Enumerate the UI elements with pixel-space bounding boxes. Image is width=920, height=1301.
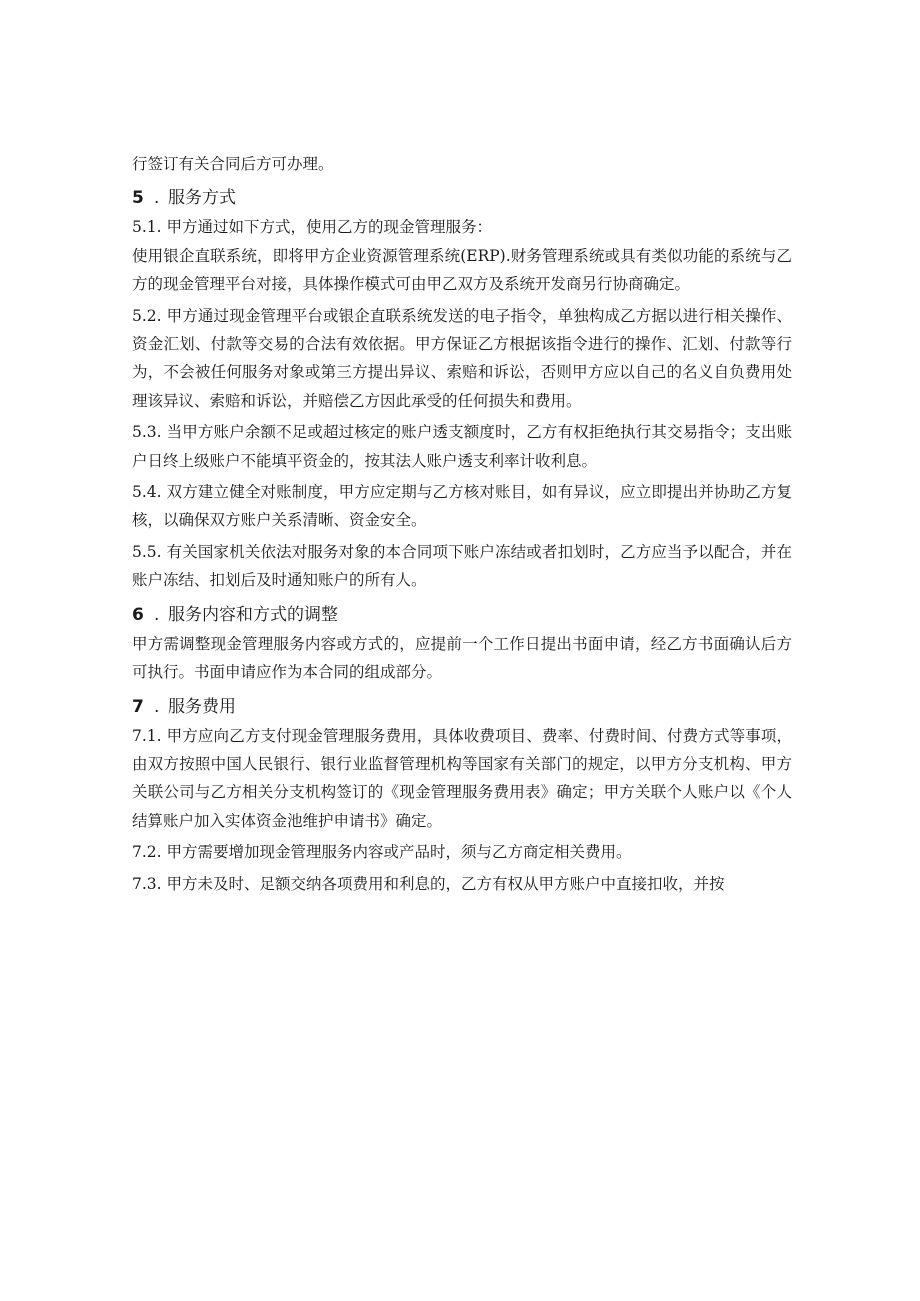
paragraph-intro: 行签订有关合同后方可办理。 [132,155,334,173]
document-page [132,150,792,898]
clause-5-5: 5.5. 有关国家机关依法对服务对象的本合同项下账户冻结或者扣划时，乙方应当予以配合，并在账户冻结、扣划后及时通知账户的所有人。 [132,542,792,590]
clause-7-3: 7.3. 甲方未及时、足额交纳各项费用和利息的，乙方有权从甲方账户中直接扣收，并按 [132,874,725,893]
section-dot: . [154,696,160,717]
section-heading-5 [132,183,792,213]
clause-5-2: 5.2. 甲方通过现金管理平台或银企直联系统发送的电子指令，单独构成乙方据以进行相关操作、资金汇划、付款等交易的合法有效依据。甲方保证乙方根据该指令进行的操作、汇划、付款等行为，不会被任何服务对象或第三方提出异议、索赔和诉讼，否则甲方应以自己的名义自负费用处理该异议、索赔和诉讼，并赔偿乙方因此承受的任何损失和费用。 [132,306,792,410]
clause-5-4: 5.4. 双方建立健全对账制度，甲方应定期与乙方核对账目，如有异议，应立即提出并协助乙方复核，以确保双方账户关系清晰、资金安全。 [132,483,792,530]
section-title: 服务费用 [168,696,236,717]
section-dot: . [154,604,160,625]
clause-7-1: 7.1. 甲方应向乙方支付现金管理服务费用，具体收费项目、费率、付费时间、付费方式等事项，由双方按照中国人民银行、银行业监督管理机构等国家有关部门的规定，以甲方分支机构、甲方关联公司与乙方相关分支机构签订的《现金管理服务费用表》确定；甲方关联个人账户以《个人结算账户加入实体资金池维护申请书》确定。 [132,726,792,830]
section-heading-6 [132,600,792,630]
clause-6-body: 甲方需调整现金管理服务内容或方式的，应提前一个工作日提出书面申请，经乙方书面确认后方可执行。书面申请应作为本合同的组成部分。 [132,634,792,682]
clause-5-1: 5.1. 甲方通过如下方式，使用乙方的现金管理服务： [132,218,493,237]
section-title: 服务内容和方式的调整 [168,604,338,625]
section-title: 服务方式 [168,188,236,209]
section-number: 7 [132,696,144,717]
section-number: 5 [132,188,144,209]
clause-5-3: 5.3. 当甲方账户余额不足或超过核定的账户透支额度时，乙方有权拒绝执行其交易指令；支出账户日终上级账户不能填平资金的，按其法人账户透支利率计收利息。 [132,423,792,470]
section-heading-7 [132,692,792,722]
clause-5-1-body: 使用银企直联系统，即将甲方企业资源管理系统(ERP).财务管理系统或具有类似功能的系统与乙方的现金管理平台对接，具体操作模式可由甲乙双方及系统开发商另行协商确定。 [132,246,792,294]
clause-7-2: 7.2. 甲方需要增加现金管理服务内容或产品时，须与乙方商定相关费用。 [132,843,632,862]
section-number: 6 [132,604,144,625]
section-dot: . [154,188,160,209]
